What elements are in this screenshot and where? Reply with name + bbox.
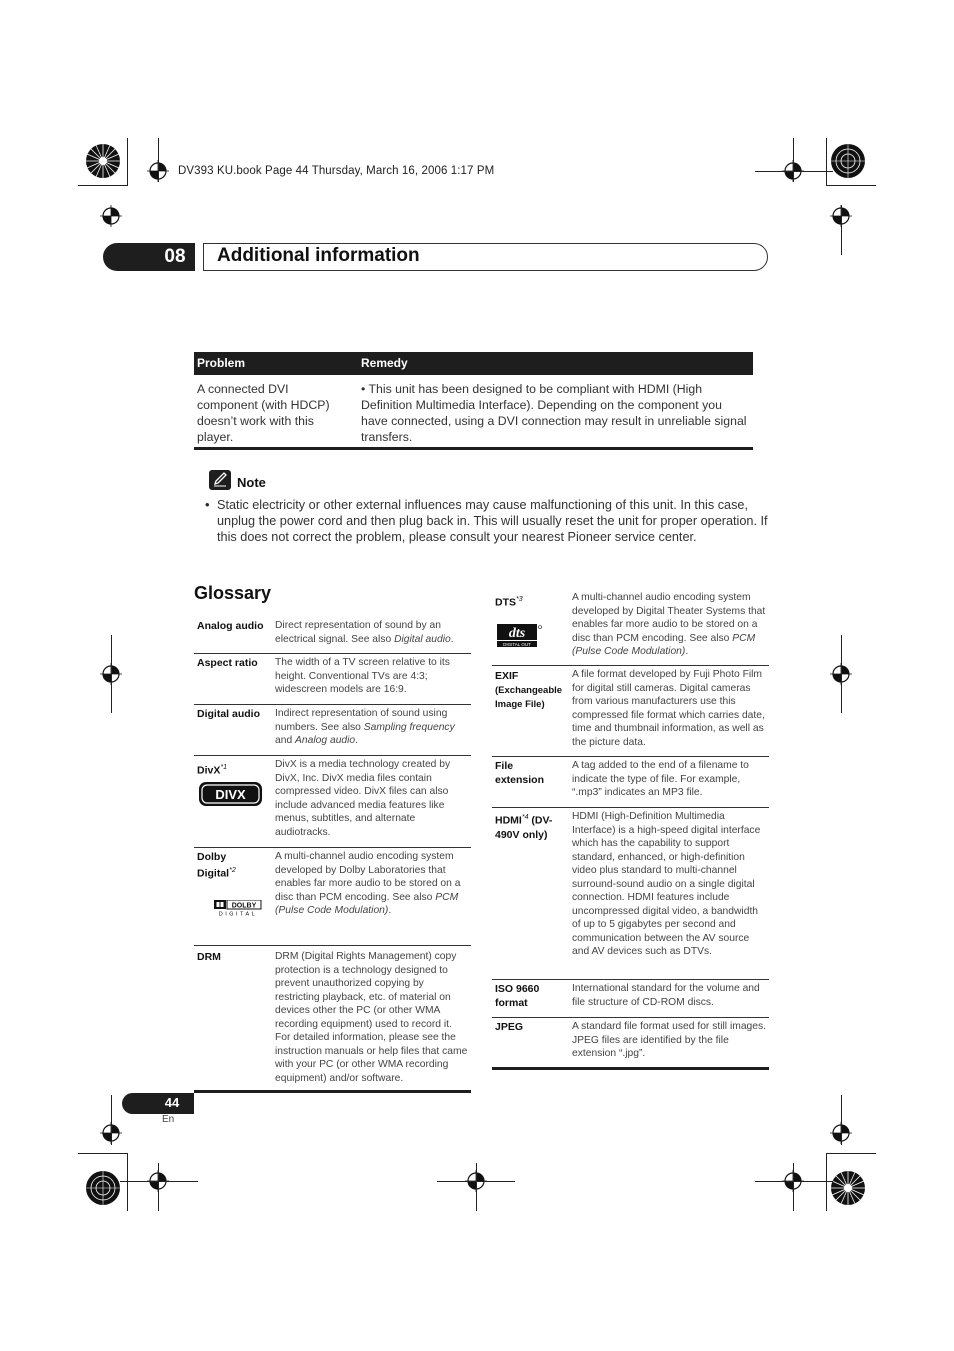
glossary-entry bbox=[194, 653, 471, 705]
glossary-definition: A multi-channel audio encoding system developed by Digital Theater Systems that enables far more audio to be stored on a disc than PCM encoding. See also PCM (Pulse Code Modulation). bbox=[572, 592, 766, 657]
registration-wheel-icon bbox=[830, 143, 866, 179]
glossary-definition: International standard for the volume and file structure of CD-ROM discs. bbox=[572, 983, 760, 1008]
glossary-entry bbox=[194, 612, 471, 654]
column-bottom-rule bbox=[194, 1090, 471, 1093]
glossary-definition: A file format developed by Fuji Photo Film for digital still cameras. Digital cameras from various manufacturers use this compressed file format which carries date, time and thumbnail information, as well as the picture data. bbox=[572, 669, 765, 748]
glossary-term: DRM bbox=[197, 951, 221, 963]
glossary-definition: A multi-channel audio encoding system developed by Dolby Laboratories that enables far more audio to be stored on a disc than PCM encoding. See also PCM (Pulse Code Modulation). bbox=[275, 851, 461, 916]
glossary-definition: DRM (Digital Rights Management) copy protection is a technology designed to prevent unauthorized copying by restricting playback, etc. of material on devices other the PC (or other WMA recording equipment) used to record it. For detailed information, please see the instruction manuals or help files that came with your PC (or other WMA recording equipment) and/or software. bbox=[275, 951, 468, 1084]
note-bullet: • bbox=[205, 497, 210, 512]
glossary-entry bbox=[492, 588, 769, 666]
table-header bbox=[194, 352, 753, 375]
table-row bbox=[194, 375, 753, 450]
problem-cell: A connected DVI component (with HDCP) doesn’t work with this player. bbox=[197, 382, 330, 444]
svg-text:DOLBY: DOLBY bbox=[231, 902, 257, 910]
divx-logo bbox=[198, 781, 263, 812]
glossary-term: Digital audio bbox=[197, 708, 260, 720]
glossary-entry bbox=[492, 756, 769, 808]
glossary-entry bbox=[194, 704, 471, 756]
registration-wheel-icon bbox=[85, 1170, 121, 1206]
glossary-entry bbox=[492, 665, 769, 757]
crosshair-icon bbox=[100, 205, 122, 227]
dolby-digital-logo bbox=[214, 900, 262, 921]
column-bottom-rule bbox=[492, 1067, 769, 1070]
svg-text:dts: dts bbox=[508, 626, 526, 641]
glossary-term: Analog audio bbox=[197, 620, 264, 632]
glossary-term: JPEG bbox=[495, 1021, 524, 1033]
glossary-term: ISO 9660 format bbox=[495, 983, 540, 1009]
glossary-title: Glossary bbox=[194, 583, 272, 603]
glossary-definition: Indirect representation of sound using numbers. See also Sampling frequency and Analog audio. bbox=[275, 708, 455, 746]
glossary-entry bbox=[492, 979, 769, 1018]
svg-text:DIGITAL: DIGITAL bbox=[218, 911, 258, 916]
page-number: 44 bbox=[164, 1095, 180, 1110]
note-pencil-icon bbox=[209, 470, 231, 490]
glossary-definition: The width of a TV screen relative to its height. Conventional TVs are 4:3; widescreen models are 16:9. bbox=[275, 657, 450, 695]
remedy-cell: • This unit has been designed to be compliant with HDMI (High Definition Multimedia Interface). Depending on the component you have connected, using a DVI connection may result in unreliable signal transfers. bbox=[361, 382, 747, 444]
glossary-column-left bbox=[194, 612, 471, 1092]
column-header-problem: Problem bbox=[197, 356, 246, 370]
chapter-title: Additional information bbox=[217, 245, 420, 266]
page-language: En bbox=[162, 1114, 175, 1125]
svg-text:DIVX: DIVX bbox=[215, 787, 246, 802]
glossary-term: File extension bbox=[495, 760, 545, 786]
glossary-column-right bbox=[492, 588, 769, 1068]
glossary-term: Aspect ratio bbox=[197, 657, 258, 669]
book-info-header: DV393 KU.book Page 44 Thursday, March 16, 2006 1:17 PM bbox=[178, 165, 495, 177]
glossary-entry bbox=[194, 755, 471, 848]
note-label: Note bbox=[237, 475, 266, 490]
glossary-definition: A tag added to the end of a filename to indicate the type of file. For example, “.mp3” indicates an MP3 file. bbox=[572, 760, 749, 798]
glossary-definition: A standard file format used for still images. JPEG files are identified by the file extension “.jpg”. bbox=[572, 1021, 767, 1059]
glossary-definition: DivX is a media technology created by DivX, Inc. DivX media files contain compressed video. DivX files can also include advanced media features like menus, subtitles, and alternate audiotracks. bbox=[275, 759, 451, 838]
glossary-entry bbox=[492, 1017, 769, 1065]
registration-wheel-icon bbox=[85, 143, 121, 179]
glossary-term: DTS$^{*3}$ bbox=[495, 596, 523, 609]
glossary-term: DivX$^{*1}$ bbox=[197, 764, 227, 777]
glossary-definition: Direct representation of sound by an electrical signal. See also Digital audio. bbox=[275, 620, 454, 645]
glossary-entry bbox=[194, 847, 471, 946]
troubleshooting-table bbox=[194, 352, 753, 450]
glossary-entry bbox=[194, 945, 471, 1090]
glossary-term: HDMI$^{*4}$ (DV- 490V only) bbox=[495, 814, 553, 841]
registration-wheel-icon bbox=[830, 1170, 866, 1206]
chapter-number: 08 bbox=[164, 246, 186, 267]
svg-text:DIGITAL OUT: DIGITAL OUT bbox=[503, 642, 531, 647]
glossary-term: EXIF (Exchangeable Image File) bbox=[495, 670, 563, 710]
dts-logo bbox=[497, 624, 543, 653]
glossary-term: Dolby Digital$^{*2}$ bbox=[197, 851, 236, 880]
glossary-entry bbox=[492, 807, 769, 980]
column-header-remedy: Remedy bbox=[361, 356, 408, 370]
glossary-definition: HDMI (High-Definition Multimedia Interface) is a high-speed digital interface which has the capability to support standard, enhanced, or high-definition video plus standard to multi-channel surround-sound audio on a single digital connection. HDMI features include uncompressed digital video, a bandwidth of up to 5 gigabytes per second and communication between the AV source and AV devices such as DTVs. bbox=[572, 811, 761, 957]
note-text: Static electricity or other external influences may cause malfunctioning of this unit. In this case, unplug the power cord and then plug back in. This will usually reset the unit for proper operation. If this does not correct the problem, please consult your nearest Pioneer service center. bbox=[217, 498, 768, 544]
